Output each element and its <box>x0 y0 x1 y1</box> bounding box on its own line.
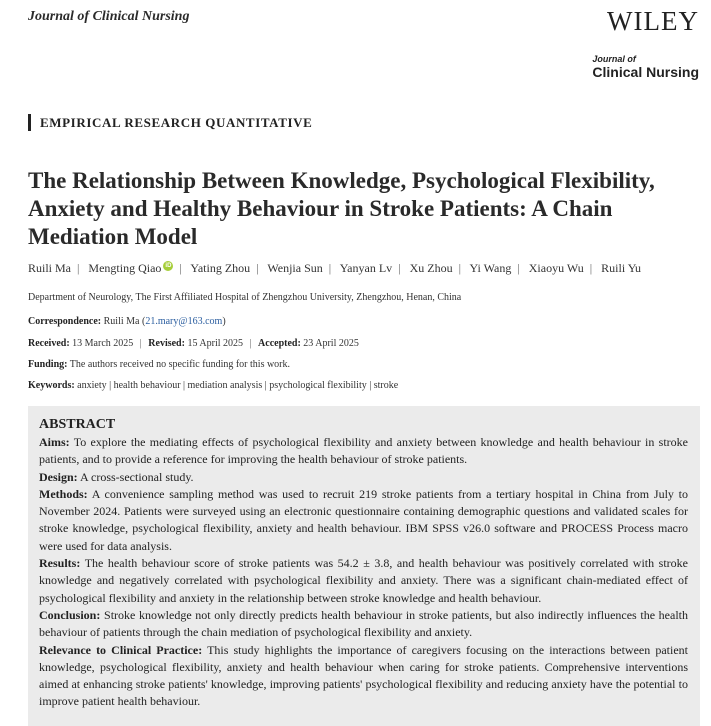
received-label: Received: <box>28 338 70 349</box>
keywords <box>28 380 398 391</box>
affiliation: Department of Neurology, The First Affiliated Hospital of Zhengzhou University, Zhengzhou, Henan, China <box>28 292 462 303</box>
abstract-methods: Methods: A convenience sampling method was used to recruit 219 stroke patients from a tertiary hospital in China from July to November 2024. Patients were surveyed using an electronic questionnaire containing demographic questions and validated scales for stroke knowledge, psychological flexibility, anxiety and health behaviour. IBM SPSS v26.0 software and PROCESS Process macro were used for data analysis. <box>39 486 688 553</box>
author-separator: | <box>77 261 80 275</box>
funding-text: The authors received no specific funding for this work. <box>69 359 291 370</box>
abstract-design: Design: A cross-sectional study. <box>39 469 194 484</box>
author-separator: | <box>517 261 520 275</box>
abstract-conclusion: Conclusion: Stroke knowledge not only directly predicts health behaviour in stroke patients, but also indirectly influences the health behaviour of patients through the chain mediation of psychological flexibility and anxiety. <box>39 607 689 640</box>
section-label: EMPIRICAL RESEARCH QUANTITATIVE <box>28 114 312 131</box>
revised-label: Revised: <box>148 338 185 349</box>
correspondence-email[interactable]: 21.mary@163.com <box>145 316 223 327</box>
accepted-date: 23 April 2025 <box>303 338 359 349</box>
correspondence: Correspondence: Ruili Ma (21.mary@163.com) <box>28 316 226 327</box>
correspondence-name: Ruili Ma <box>103 316 140 327</box>
author-separator: | <box>328 261 332 275</box>
funding <box>28 359 290 370</box>
article-title: The Relationship Between Knowledge, Psychological Flexibility, Anxiety and Healthy Behaviour in Stroke Patients: A Chain Mediation Model <box>28 168 655 249</box>
funding-label: Funding: <box>28 359 68 370</box>
orcid-icon[interactable]: iD <box>165 263 172 269</box>
author[interactable]: Xiaoyu Wu <box>528 261 584 275</box>
received-date: 13 March 2025 <box>72 338 134 349</box>
publisher-logo: WILEY <box>607 6 699 36</box>
abstract-relevance: Relevance to Clinical Practice: This study highlights the importance of caregivers focusing on the interactions between patient knowledge, psychological flexibility, anxiety and health behaviour when caring for stroke patients. Comprehensive interventions aimed at enhancing stroke patients' knowledge, improving patients' psychological flexibility and reducing anxiety have the potential to improve patient health behaviour. <box>39 642 688 709</box>
author-separator: | <box>398 261 401 275</box>
author[interactable]: Xu Zhou <box>409 261 453 275</box>
dates: Received: 13 March 2025 | Revised: 15 April 2025 | Accepted: 23 April 2025 <box>28 338 359 349</box>
author-separator: | <box>589 261 593 275</box>
correspondence-label: Correspondence: <box>28 316 102 327</box>
author[interactable]: Yi Wang <box>469 261 512 275</box>
author[interactable]: Yanyan Lv <box>339 261 393 275</box>
abstract-heading: ABSTRACT <box>39 417 116 432</box>
abstract-results: Results: The health behaviour score of stroke patients was 54.2 ± 3.8, and health behaviour was positively correlated with stroke knowledge and negatively correlated with psychological flexibility and anxiety. There was a significant chain-mediated effect of psychological flexibility and anxiety in the relationship between stroke knowledge and health behaviour. <box>39 556 688 605</box>
journal-logo <box>592 54 699 80</box>
keywords-label: Keywords: <box>28 380 75 391</box>
journal-logo-small: Journal of <box>592 54 636 64</box>
journal-logo-big: Clinical Nursing <box>592 64 699 80</box>
author-separator: | <box>458 261 461 275</box>
abstract-aims: Aims: To explore the mediating effects of psychological flexibility and anxiety between knowledge and health behaviour in stroke patients, and to provide a reference for improving the health behaviour of stroke patients. <box>39 435 688 467</box>
author[interactable]: Mengting Qiao <box>88 261 162 275</box>
keywords-text: anxiety | health behaviour | mediation analysis | psychological flexibility | stroke <box>77 380 399 391</box>
accepted-label: Accepted: <box>258 338 301 349</box>
author[interactable]: Ruili Ma <box>28 261 72 275</box>
author-list <box>28 261 698 276</box>
author-separator: | <box>256 261 259 275</box>
abstract-box <box>28 406 700 726</box>
author[interactable]: Wenjia Sun <box>267 261 323 275</box>
author[interactable]: Yating Zhou <box>190 261 251 275</box>
author-separator: | <box>179 261 182 275</box>
author[interactable]: Ruili Yu <box>601 261 642 275</box>
journal-name: Journal of Clinical Nursing <box>28 9 190 24</box>
revised-date: 15 April 2025 <box>187 338 244 349</box>
